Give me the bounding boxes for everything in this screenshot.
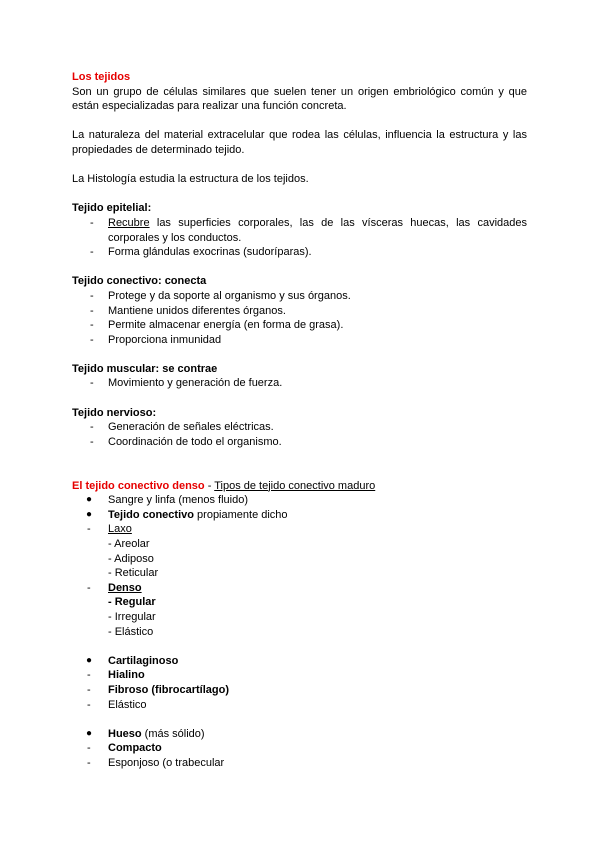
list-epitelial (72, 216, 527, 260)
list-item-compacto: - Compacto (87, 742, 162, 755)
list-item-denso: - Denso (87, 581, 142, 594)
heading-nervioso: Tejido nervioso: (72, 406, 157, 419)
heading-muscular: Tejido muscular: se contrae (72, 362, 218, 375)
heading-conectivo: Tejido conectivo: conecta (72, 275, 207, 288)
list-conectivo (72, 289, 527, 347)
list-item-tejido-conectivo: ● Tejido conectivo propiamente dicho (86, 508, 288, 521)
list-item-cartilaginoso: ● Cartilaginoso (86, 654, 179, 667)
list-item-laxo: - Laxo (87, 523, 132, 536)
list-item: - Proporciona inmunidad (90, 333, 222, 346)
list-item-hueso: ● Hueso (más sólido) (86, 727, 205, 740)
list-item: - Movimiento y generación de fuerza. (90, 377, 283, 390)
heading-epitelial: Tejido epitelial: (72, 202, 152, 215)
list-item: - Forma glándulas exocrinas (sudoríparas). (90, 246, 312, 259)
sub-item: - Adiposo (108, 552, 154, 565)
sub-item: - Irregular (108, 610, 156, 623)
intro-paragraph: Son un grupo de células similares que suelen tener un origen embriológico común y que están especializadas para realizar una función concreta. (72, 85, 527, 113)
list-item: - Protege y da soporte al organismo y sus órganos. (90, 289, 351, 302)
document-content (72, 70, 527, 771)
histology-paragraph: La Histología estudia la estructura de los tejidos. (72, 173, 309, 186)
list-item-elastico: - Elástico (87, 698, 147, 711)
list-item-fibroso: - Fibroso (fibrocartílago) (87, 683, 229, 696)
sub-item: - Regular (108, 596, 156, 609)
sub-item: - Elástico (108, 625, 154, 638)
list-item: - Generación de señales eléctricas. (90, 421, 274, 434)
list-item: - Recubre las superficies corporales, las de las vísceras huecas, las cavidades corporales y los conductos. (90, 216, 527, 244)
list-item-hialino: - Hialino (87, 669, 145, 682)
extracellular-paragraph: La naturaleza del material extracelular que rodea las células, influencia la estructura y las propiedades de determinado tejido. (72, 129, 527, 156)
sub-item: - Areolar (108, 538, 150, 550)
list-nervioso (72, 420, 527, 449)
list-item: - Mantiene unidos diferentes órganos. (90, 304, 286, 317)
list-item-sangre: ● Sangre y linfa (menos fluido) (86, 494, 249, 507)
list-item-esponjoso: - Esponjoso (o trabecular (87, 756, 225, 769)
list-muscular (72, 376, 527, 391)
list-item: - Coordinación de todo el organismo. (90, 435, 282, 448)
subtitle-tipos: Tipos de tejido conectivo maduro (214, 479, 376, 492)
section-title-conectivo-denso: El tejido conectivo denso - Tipos de tejido conectivo maduro (72, 479, 376, 492)
section-title-los-tejidos: Los tejidos (72, 71, 131, 83)
sub-item: - Reticular (108, 567, 159, 580)
list-item: - Permite almacenar energía (en forma de grasa). (90, 319, 344, 332)
